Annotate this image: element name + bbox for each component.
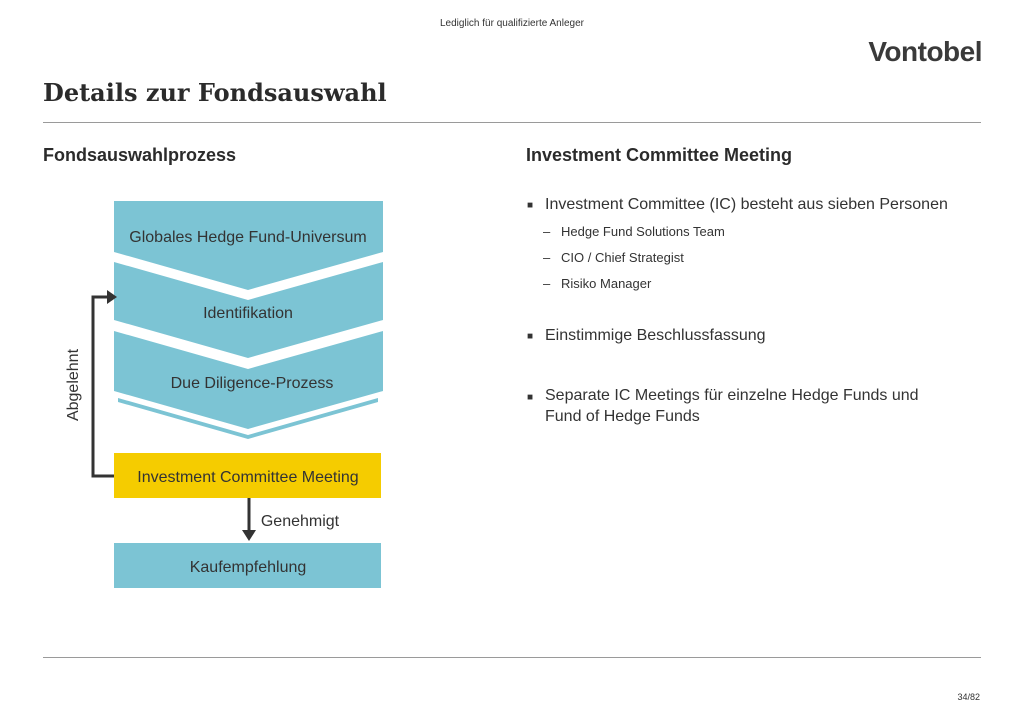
sub-bullet-team bbox=[543, 224, 725, 239]
sub-bullet-text: Hedge Fund Solutions Team bbox=[561, 224, 725, 239]
left-heading: Fondsauswahlprozess bbox=[43, 145, 237, 165]
rejected-loop-line bbox=[93, 297, 114, 476]
dash-bullet-icon: – bbox=[543, 276, 551, 291]
sub-bullet-risk bbox=[543, 276, 651, 291]
bullet-text: Einstimmige Beschlussfassung bbox=[545, 327, 766, 344]
sub-bullet-text: CIO / Chief Strategist bbox=[561, 250, 684, 265]
bullet-separate bbox=[527, 385, 957, 427]
step-committee-label: Investment Committee Meeting bbox=[137, 469, 359, 486]
footer-divider bbox=[43, 657, 981, 658]
rejected-label: Abgelehnt bbox=[65, 348, 82, 422]
square-bullet-icon: ■ bbox=[527, 200, 534, 211]
square-bullet-icon: ■ bbox=[527, 392, 534, 403]
vontobel-logo: Vontobel bbox=[868, 36, 982, 67]
approved-label: Genehmigt bbox=[260, 513, 340, 530]
bullet-unanimous bbox=[527, 327, 977, 345]
sub-bullet-cio bbox=[543, 250, 684, 265]
dash-bullet-icon: – bbox=[543, 250, 551, 265]
square-bullet-icon: ■ bbox=[527, 331, 534, 342]
disclaimer: Lediglich für qualifizierte Anleger bbox=[440, 18, 584, 29]
sub-bullet-text: Risiko Manager bbox=[561, 276, 652, 291]
bullet-text: Separate IC Meetings für einzelne Hedge Funds und Fund of Hedge Funds bbox=[545, 387, 919, 425]
approved-arrowhead bbox=[242, 530, 256, 541]
bullet-text: Investment Committee (IC) besteht aus sieben Personen bbox=[545, 196, 948, 213]
right-heading: Investment Committee Meeting bbox=[526, 145, 793, 165]
step-identification-label: Identifikation bbox=[203, 305, 293, 322]
page-title: Details zur Fondsauswahl bbox=[43, 78, 387, 107]
bullet-committee bbox=[527, 196, 977, 214]
step-due-diligence-label: Due Diligence-Prozess bbox=[170, 375, 334, 392]
dash-bullet-icon: – bbox=[543, 224, 551, 239]
page-number: 34/82 bbox=[957, 692, 980, 702]
step-recommendation-label: Kaufempfehlung bbox=[189, 559, 307, 576]
step-universe-label: Globales Hedge Fund-Universum bbox=[129, 229, 367, 246]
